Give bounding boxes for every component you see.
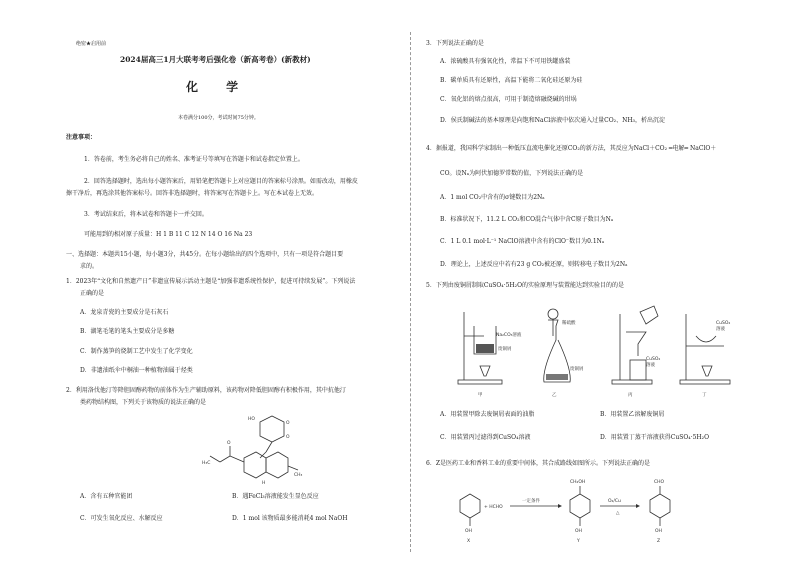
q2-option-c: C．可发生氧化反应、水解反应: [80, 515, 163, 522]
scheme-label: Z: [657, 539, 661, 544]
apparatus-label: 溶液: [646, 363, 655, 368]
q1-option-a: A．龙泉青瓷的主要成分是石灰石: [80, 309, 169, 316]
q2-option-d: D．1 mol 该物质最多能消耗4 mol NaOH: [232, 515, 348, 522]
notes-heading: 注意事项：: [66, 134, 97, 141]
apparatus-label: 废铜屑: [570, 367, 584, 372]
scheme-group: OH: [655, 529, 662, 534]
mol-label: HO: [248, 417, 255, 422]
mol-label: O: [286, 421, 290, 426]
apparatus-label: CuSO₄: [716, 321, 731, 326]
q5-option-d: D．用装置丁蒸干溶液获得CuSO₄·5H₂O: [600, 434, 709, 441]
note-item: 擦干净后，再选涂其他答案标号。回答非选择题时，将答案写在答题卡上。写在本试卷上无效。: [66, 190, 319, 197]
apparatus-label: 稀硫酸: [562, 321, 576, 326]
scheme-group: CH₂OH: [570, 480, 586, 485]
q3-option-d: D．侯氏制碱法的基本原理是向饱和NaCl溶液中依次通入过量CO₂、NH₃，析出沉淀: [440, 117, 665, 124]
q1-option-c: C．制作蒸笋的烧制工艺中发生了化学变化: [80, 348, 193, 355]
section-heading: 一、选择题：本题共15小题，每小题3分，共45分。在每小题给出的四个选项中，只有一项是符合题目要: [66, 251, 344, 258]
q2-option-a: A．含有五种官能团: [80, 493, 133, 500]
q1-stem-cont: 正确的是: [80, 290, 105, 297]
q4-option-c: C．1 L 0.1 mol·L⁻¹ NaClO溶液中含有的ClO⁻数目为0.1Nₐ: [440, 238, 605, 245]
mol-label: O: [227, 441, 231, 446]
subject-title: 化 学: [186, 80, 251, 94]
q1-option-d: D．非遗油纸伞中桐油一种植物油属于烃类: [80, 367, 193, 374]
apparatus-caption: 丙: [628, 393, 633, 398]
q6-synthesis-scheme: [440, 474, 710, 550]
q3-option-a: A．浓硫酸具有强氧化性，常温下不可用铁罐盛装: [440, 58, 571, 65]
scheme-condition: O₂/Cu: [608, 499, 621, 504]
q5-option-c: C．用装置丙过滤得到CuSO₄溶液: [440, 434, 531, 441]
q5-stem: 5．下列由废铜屑制取CuSO₄·5H₂O的实验原理与装置能达到实验目的的是: [426, 282, 624, 289]
atomic-masses: 可能用到的相对原子质量：H 1 B 11 C 12 N 14 O 16 Na 23: [84, 231, 253, 238]
scheme-condition: 一定条件: [522, 499, 540, 504]
scheme-group: OH: [465, 529, 472, 534]
q1-stem: 1．2023年“文化和自然遗产日”非遗宣传展示活动主题是“加强非遗系统性保护，促进可持续发展”。下列说法: [66, 278, 356, 285]
q3-option-c: C．氧化铝的熔点很高，可用于制造熔融烧碱的坩埚: [440, 96, 577, 103]
mol-label: O: [286, 435, 290, 440]
scheme-group: CHO: [654, 480, 665, 485]
mol-label: H: [262, 481, 266, 486]
apparatus-caption: 丁: [702, 393, 707, 398]
scheme-reagent: + HCHO: [484, 505, 503, 510]
q4-stem-cont: CO。设Nₐ为阿伏加德罗常数的值，下列说法正确的是: [440, 170, 584, 177]
scheme-group: OH: [575, 529, 582, 534]
q5-apparatus-diagram: [440, 296, 740, 400]
apparatus-label: 溶液: [716, 327, 725, 332]
copper-scrap: [476, 344, 494, 353]
copper-scrap: [546, 374, 568, 380]
apparatus-label: Na₂CO₃溶液: [496, 333, 522, 338]
q2-stem-cont: 类药物结构图，下列关于该物质的说法正确的是: [80, 399, 207, 406]
note-item: 1．答卷前，考生务必将自己的姓名、准考证号等填写在答题卡和试卷指定位置上。: [84, 156, 304, 163]
q6-stem: 6．Z是医药工业和香料工业的重要中间体，其合成路线如图所示。下列说法正确的是: [426, 460, 650, 467]
q5-option-b: B．用装置乙溶解废铜屑: [600, 411, 665, 418]
secret-mark: 绝密★启用前: [76, 41, 107, 47]
q4-option-b: B．标准状况下，11.2 L CO₂和CO混合气体中含C原子数目为Nₐ: [440, 216, 614, 223]
apparatus-label: 废铜屑: [498, 347, 512, 352]
q4-option-d: D．理论上，上述反应中若有23 g CO₂被还原，则转移电子数目为2Nₐ: [440, 261, 628, 268]
note-item: 2．回答选择题时，选出每小题答案后，用铅笔把答题卡上对应题目的答案标号涂黑。如需改动，用橡皮: [84, 178, 358, 185]
q5-option-a: A．用装置甲除去废铜屑表面的油脂: [440, 411, 535, 418]
q1-option-b: B．湖笔毛笔的笔头主要成分是多糖: [80, 328, 175, 335]
q2-option-b: B．遇FeCl₃溶液能发生显色反应: [232, 493, 319, 500]
scheme-label: X: [467, 539, 471, 544]
score-info: 本卷满分100分，考试时间75分钟。: [178, 115, 259, 121]
scheme-label: Y: [577, 539, 580, 544]
q2-molecule-structure: [200, 412, 310, 488]
q3-stem: 3．下列说法正确的是: [426, 40, 484, 47]
exam-title: 2024届高三1月大联考考后强化卷（新高考卷）(新教材): [120, 55, 311, 64]
section-heading-cont: 求的。: [80, 263, 99, 270]
apparatus-caption: 乙: [552, 393, 557, 398]
note-item: 3．考试结束后，将本试卷和答题卡一并交回。: [84, 211, 208, 218]
apparatus-caption: 甲: [478, 393, 483, 398]
mol-label: H₃C: [202, 461, 211, 466]
q4-stem: 4．据报道，我国科学家制出一种低压直流电催化还原CO₂的新方法，其反应为NaCl＋CO₂ ═电解═ NaClO＋: [426, 145, 717, 152]
mol-label: CH₃: [294, 473, 303, 478]
q4-option-a: A．1 mol CO₂中含有的σ键数目为2Nₐ: [440, 194, 545, 201]
apparatus-label: CuSO₄: [646, 357, 661, 362]
column-divider: [410, 32, 411, 552]
scheme-condition: △: [616, 511, 620, 516]
q2-stem: 2．利用洛伐他汀等降胆固醇药物的前体作为生产辅助原料，该药物对降低胆固醇有积极作用，其中抗他汀: [66, 387, 346, 394]
q3-option-b: B．碳单质具有还原性，高温下能将二氧化硅还原为硅: [440, 77, 583, 84]
